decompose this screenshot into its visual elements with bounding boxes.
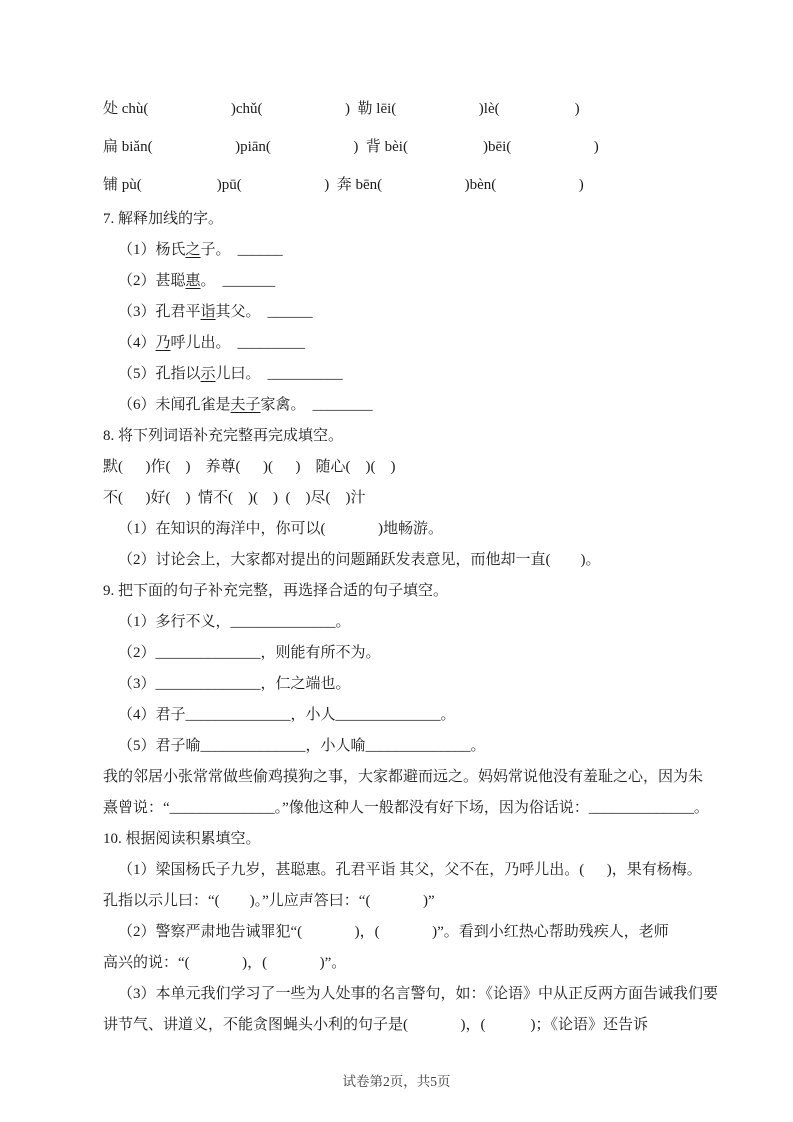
item-text: 孔君平 — [155, 304, 201, 320]
page-footer: 试卷第2页，共5页 — [342, 1074, 451, 1089]
q8-word-line: 不( )好( ) 情不( )( ) ( )尽( )汁 — [103, 490, 366, 506]
q9-paragraph-line: 我的邻居小张常常做些偷鸡摸狗之事，大家都避而远之。妈妈常说他没有羞耻之心，因为朱 — [103, 769, 704, 785]
item-text: 呼儿出。 — [170, 335, 231, 351]
item-number: （2） — [118, 273, 156, 289]
q7-item — [103, 266, 743, 297]
q9-item: （3）______________，仁之端也。 — [118, 676, 351, 692]
q9-item: （1）多行不义，______________。 — [118, 614, 351, 630]
pinyin-line: 扁 biǎn( )piān( ) 背 bèi( )bēi( ) — [103, 139, 599, 155]
underlined-char: 惠 — [185, 273, 201, 289]
q7-item — [103, 328, 743, 359]
underlined-char: 示 — [200, 366, 216, 382]
item-number: （3） — [118, 304, 156, 320]
q10-item-line: 讲节气、讲道义，不能贪图蝇头小利的句子是( )，( )；《论语》还告诉 — [103, 1017, 648, 1033]
question-10 — [103, 824, 743, 1041]
page-content — [103, 90, 743, 1041]
q10-item-line: （3）本单元我们学习了一些为人处事的名言警句，如：《论语》中从正反两方面告诫我们要 — [118, 986, 719, 1002]
question-9-title: 9. 把下面的句子补充完整，再选择合适的句子填空。 — [103, 583, 449, 599]
item-text: 子。 — [200, 242, 231, 258]
underlined-char: 之 — [185, 242, 201, 258]
item-number: （5） — [118, 366, 156, 382]
item-text: 家禽。 — [260, 397, 306, 413]
q7-item — [103, 390, 743, 421]
item-number: （4） — [118, 335, 156, 351]
q7-item — [103, 235, 743, 266]
question-8 — [103, 421, 743, 576]
item-text: 儿曰。 — [215, 366, 261, 382]
question-7 — [103, 204, 743, 421]
item-text: 孔指以 — [155, 366, 201, 382]
question-10-title: 10. 根据阅读积累填空。 — [103, 831, 261, 847]
underlined-char: 夫子 — [230, 397, 261, 413]
q9-item: （4）君子______________，小人______________。 — [118, 707, 456, 723]
q8-item: （2）讨论会上，大家都对提出的问题踊跃发表意见，而他却一直( )。 — [118, 552, 601, 568]
answer-blank: ______ — [267, 304, 313, 320]
q7-item — [103, 297, 743, 328]
underlined-char: 诣 — [200, 304, 216, 320]
q9-item: （2）______________，则能有所不为。 — [118, 645, 381, 661]
pinyin-line: 处 chù( )chǔ( ) 勒 lēi( )lè( ) — [103, 101, 580, 117]
answer-blank: ______ — [237, 242, 283, 258]
pinyin-line: 铺 pù( )pū( ) 奔 bēn( )bèn( ) — [103, 177, 584, 193]
q10-item-line: （1）梁国杨氏子九岁，甚聪惠。孔君平诣 其父，父不在，乃呼儿出。( )，果有杨梅。 — [118, 862, 702, 878]
q10-item-line: （2）警察严肃地告诫罪犯“( )，( )”。看到小红热心帮助残疾人，老师 — [118, 924, 669, 940]
answer-blank: ________ — [312, 397, 373, 413]
question-9 — [103, 576, 743, 824]
item-text: 甚聪 — [155, 273, 186, 289]
underlined-char: 乃 — [155, 335, 171, 351]
q8-item: （1）在知识的海洋中，你可以( )地畅游。 — [118, 521, 443, 537]
item-text: 其父。 — [215, 304, 261, 320]
item-number: （6） — [118, 397, 156, 413]
q8-word-line: 默( )作( ) 养尊( )( ) 随心( )( ) — [103, 459, 396, 475]
item-number: （1） — [118, 242, 156, 258]
q9-paragraph-line: 熹曾说：“______________。”像他这种人一般都没有好下场，因为俗话说：______________。 — [103, 800, 709, 816]
item-text: 。 — [200, 273, 216, 289]
q10-item-line: 高兴的说：“( )，( )”。 — [103, 955, 347, 971]
q9-item: （5）君子喻______________，小人喻______________。 — [118, 738, 486, 754]
item-text: 杨氏 — [155, 242, 186, 258]
q7-item — [103, 359, 743, 390]
answer-blank: _________ — [237, 335, 306, 351]
answer-blank: _______ — [222, 273, 276, 289]
question-8-title: 8. 将下列词语补充完整再完成填空。 — [103, 428, 344, 444]
pinyin-exercise-section — [103, 90, 743, 204]
q10-item-line: 孔指以示儿曰：“( )。”儿应声答曰：“( )” — [103, 893, 435, 909]
item-text: 未闻孔雀是 — [155, 397, 231, 413]
question-7-title: 7. 解释加线的字。 — [103, 211, 224, 227]
answer-blank: __________ — [267, 366, 343, 382]
